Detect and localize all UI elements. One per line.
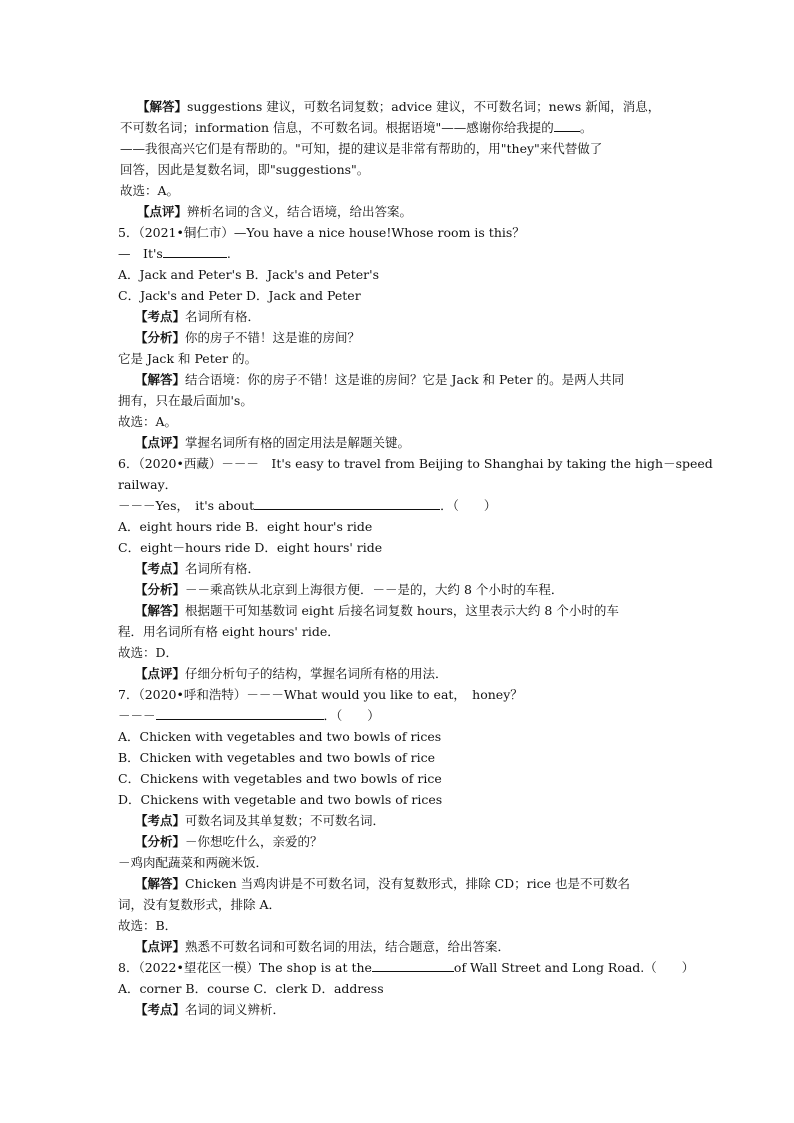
answer-text: 回答，因此是复数名词，即"suggestions"。: [120, 162, 370, 177]
question-6: [118, 453, 713, 684]
answer-line: [120, 159, 680, 180]
jieda-tag: 【解答】: [135, 372, 186, 387]
answer-line: [120, 117, 680, 138]
dianping-tag: 【点评】: [135, 435, 186, 450]
fenxi-tag: 【分析】: [135, 834, 186, 849]
dianping-line: [118, 432, 680, 453]
answer-text: 。: [579, 120, 593, 135]
answer-blank: [254, 496, 440, 510]
dianping-text: 熟悉不可数名词和可数名词的用法，结合题意，给出答案．: [185, 939, 511, 954]
kaodian-tag: 【考点】: [135, 1002, 186, 1017]
jieda-text: 结合语境：你的房子不错！这是谁的房间？它是 Jack 和 Peter 的。是两人共同: [185, 372, 625, 387]
page-content: [118, 96, 713, 1020]
jieda-line: [118, 873, 680, 894]
fenxi-line: －鸡肉配蔬菜和两碗米饭．: [118, 855, 269, 870]
comment-tag: 【点评】: [137, 204, 188, 219]
fenxi-tag: 【分析】: [135, 582, 186, 597]
kaodian-text: 名词所有格．: [185, 309, 261, 324]
answer-text: suggestions 建议，可数名词复数；advice 建议，不可数名词；news 新闻，消息，: [187, 99, 661, 114]
answer-line: [120, 138, 680, 159]
question-stem: [118, 243, 680, 264]
choice-line: 故选：D．: [118, 645, 179, 660]
stem-text: of Wall Street and Long Road.（ ）: [453, 960, 695, 975]
options-line: A．Jack and Peter's B．Jack's and Peter's: [118, 267, 380, 282]
fenxi-text: －你想吃什么，亲爱的？: [185, 834, 323, 849]
kaodian-line: [118, 558, 680, 579]
question-5: [118, 222, 680, 453]
answer-blank: [554, 118, 580, 132]
answer-line: [120, 96, 680, 117]
jieda-tag: 【解答】: [135, 876, 186, 891]
option-a: A．Chicken with vegetables and two bowls of rices: [118, 729, 442, 744]
jieda-text: Chicken 当鸡肉讲是不可数名词，没有复数形式，排除 CD；rice 也是不可数名: [185, 876, 631, 891]
jieda-tag: 【解答】: [135, 603, 186, 618]
stem-text: －－－Yes， it's about: [118, 498, 255, 513]
jieda-line: [118, 369, 680, 390]
jieda-line: 拥有，只在最后面加's。: [118, 393, 253, 408]
question-8: [118, 957, 695, 1020]
options-line: C．eight－hours ride D．eight hours' ride: [118, 540, 383, 555]
question-7: [118, 684, 680, 957]
kaodian-line: [118, 306, 680, 327]
jieda-text: 根据题干可知基数词 eight 后接名词复数 hours，这里表示大约 8 个小时的车: [185, 603, 619, 618]
jieda-line: 程．用名词所有格 eight hours' ride．: [118, 624, 340, 639]
stem-text: 8．（2022•望花区一模）The shop is at the: [118, 960, 372, 975]
kaodian-text: 名词的词义辨析．: [185, 1002, 286, 1017]
fenxi-text: －－乘高铁从北京到上海很方便．－－是的，大约 8 个小时的车程．: [185, 582, 564, 597]
stem-text: .: [226, 246, 231, 261]
dianping-text: 掌握名词所有格的固定用法是解题关键。: [185, 435, 411, 450]
dianping-line: [118, 663, 680, 684]
choice-line: 故选：A。: [120, 183, 180, 198]
question-stem: 6．（2020•西藏）－－－ It's easy to travel from Beijing to Shanghai by taking the high－speed: [118, 456, 713, 471]
answer-text: ——我很高兴它们是有帮助的。"可知，提的建议是非常有帮助的，用"they"来代替做了: [120, 141, 603, 156]
fenxi-text: 你的房子不错！这是谁的房间？: [185, 330, 361, 345]
choice-line: 故选：B．: [118, 918, 178, 933]
dianping-line: [118, 936, 680, 957]
jieda-line: [118, 600, 680, 621]
option-d: D．Chickens with vegetable and two bowls of rices: [118, 792, 443, 807]
stem-text: ．（ ）: [440, 498, 497, 513]
fenxi-line: 它是 Jack 和 Peter 的。: [118, 351, 258, 366]
question-stem: [118, 495, 680, 516]
dianping-tag: 【点评】: [135, 939, 186, 954]
comment-line: [120, 201, 680, 222]
dianping-text: 仔细分析句子的结构，掌握名词所有格的用法．: [185, 666, 448, 681]
kaodian-tag: 【考点】: [135, 813, 186, 828]
stem-text: — It's: [118, 246, 163, 261]
dianping-tag: 【点评】: [135, 666, 186, 681]
answer-tag: 【解答】: [137, 99, 188, 114]
stem-text: ．（ ）: [323, 708, 380, 723]
choice-line: 故选：A。: [118, 414, 178, 429]
answer-text: 不可数名词；information 信息，不可数名词。根据语境"——感谢你给我提的: [120, 120, 554, 135]
prev-answer-block: [120, 96, 680, 222]
question-stem: [118, 957, 695, 978]
option-b: B．Chicken with vegetables and two bowls of rice: [118, 750, 435, 765]
question-stem: 7．（2020•呼和浩特）－－－What would you like to eat， honey？: [118, 687, 523, 702]
answer-blank: [156, 706, 324, 720]
fenxi-line: [118, 579, 680, 600]
options-line: C．Jack's and Peter D．Jack and Peter: [118, 288, 361, 303]
options-line: A．eight hours ride B．eight hour's ride: [118, 519, 373, 534]
fenxi-line: [118, 831, 680, 852]
kaodian-text: 名词所有格．: [185, 561, 261, 576]
kaodian-line: [118, 999, 680, 1020]
kaodian-tag: 【考点】: [135, 309, 186, 324]
fenxi-line: [118, 327, 680, 348]
question-stem: railway．: [118, 477, 178, 492]
answer-blank: [163, 244, 227, 258]
kaodian-text: 可数名词及其单复数；不可数名词．: [185, 813, 386, 828]
question-stem: 5．（2021•铜仁市）—You have a nice house!Whose room is this？: [118, 225, 525, 240]
answer-blank: [372, 958, 454, 972]
option-c: C．Chickens with vegetables and two bowls of rice: [118, 771, 442, 786]
stem-text: －－－: [118, 708, 156, 723]
fenxi-tag: 【分析】: [135, 330, 186, 345]
kaodian-line: [118, 810, 680, 831]
question-stem: [118, 705, 680, 726]
options-line: A．corner B．course C．clerk D．address: [118, 981, 384, 996]
comment-text: 辨析名词的含义，结合语境，给出答案。: [187, 204, 413, 219]
kaodian-tag: 【考点】: [135, 561, 186, 576]
jieda-line: 词，没有复数形式，排除 A．: [118, 897, 282, 912]
